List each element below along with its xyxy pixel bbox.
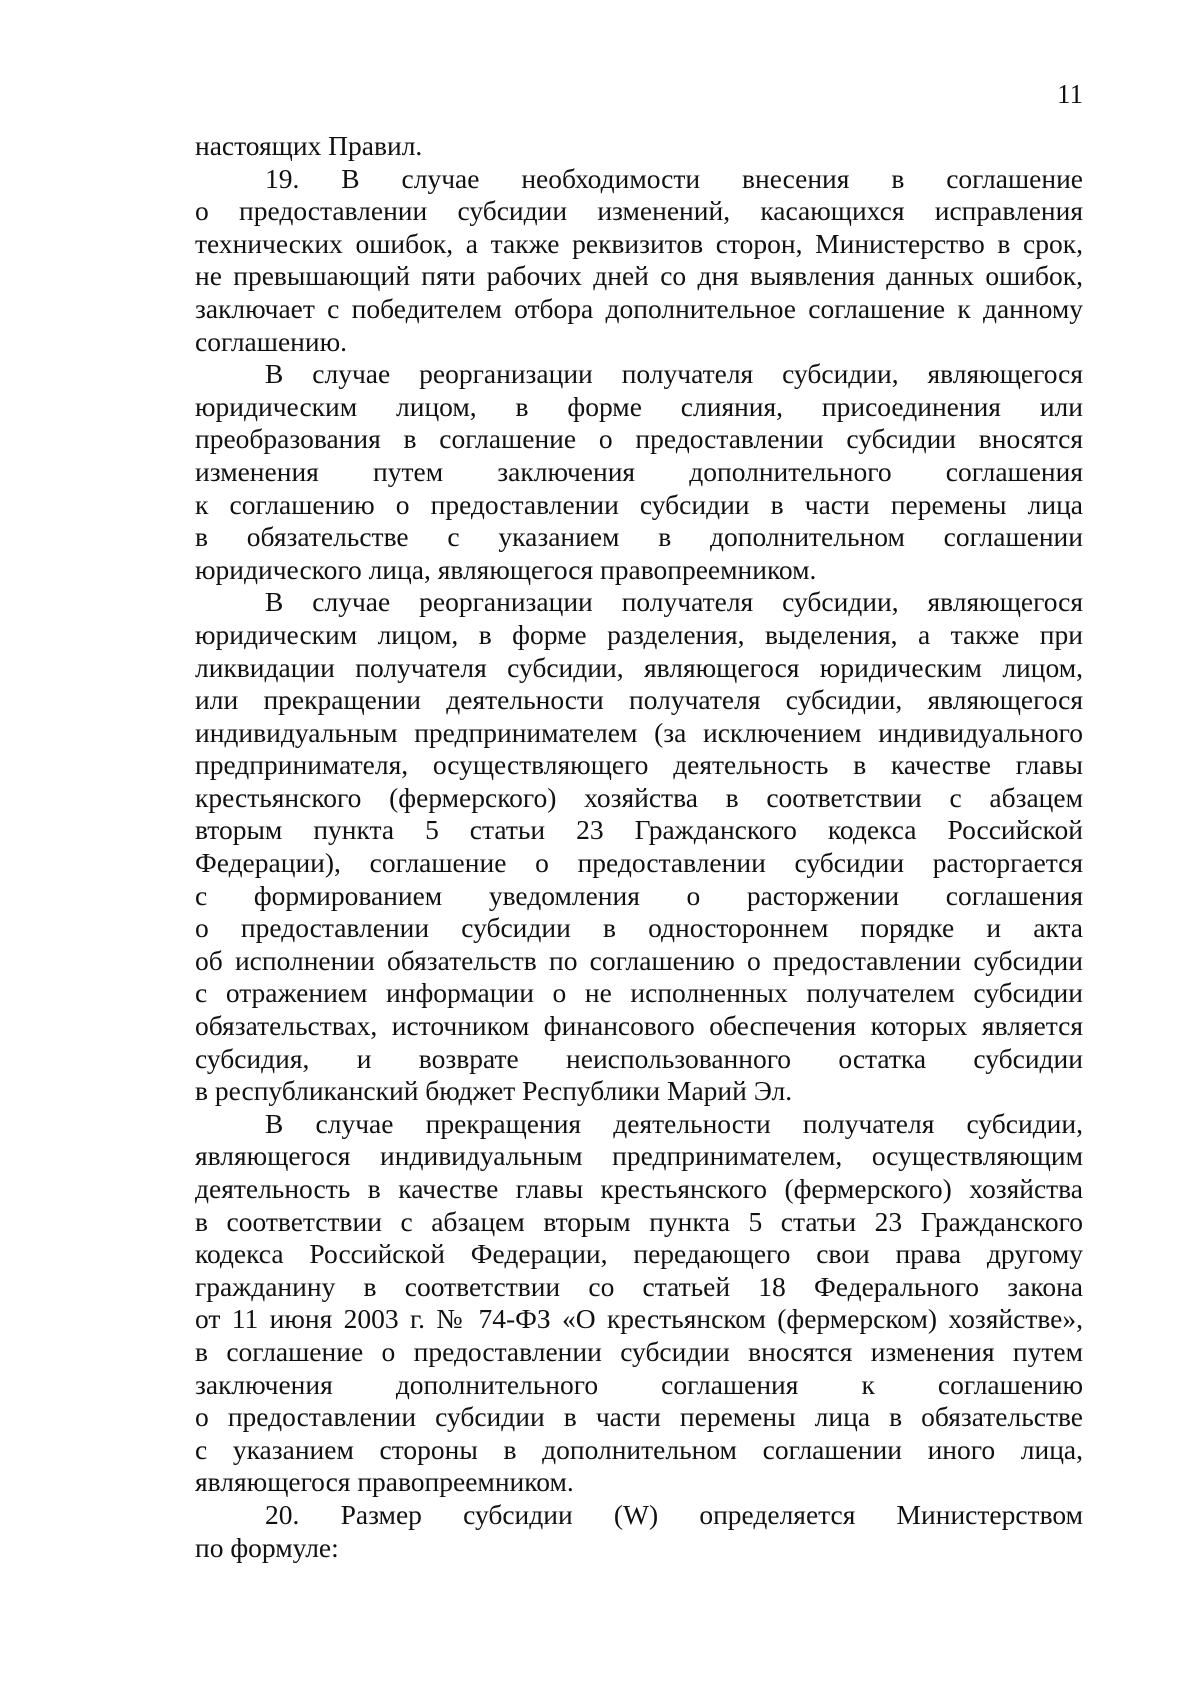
text-line: 19. В случае необходимости внесения в соглашение bbox=[265, 162, 1083, 194]
text-line: являющегося индивидуальным предпринимателем, осуществляющим bbox=[195, 1140, 1083, 1172]
text-line: соглашению. bbox=[195, 325, 348, 357]
text-line: изменения путем заключения дополнительного соглашения bbox=[195, 455, 1083, 487]
text-line: являющегося правопреемником. bbox=[195, 1466, 574, 1498]
text-line: заключения дополнительного соглашения к соглашению bbox=[195, 1368, 1083, 1400]
text-line: кодекса Российской Федерации, передающего свои права другому bbox=[195, 1238, 1083, 1270]
text-line: 20. Размер субсидии (W) определяется Министерством bbox=[265, 1498, 1083, 1530]
text-line: в республиканский бюджет Республики Марий Эл. bbox=[195, 1075, 793, 1107]
document-body bbox=[195, 130, 1083, 1564]
text-line: в соглашение о предоставлении субсидии вносятся изменения путем bbox=[195, 1335, 1083, 1367]
text-line: предпринимателя, осуществляющего деятельность в качестве главы bbox=[195, 749, 1083, 781]
paragraph bbox=[195, 163, 1083, 359]
text-line: В случае реорганизации получателя субсидии, являющегося bbox=[265, 358, 1083, 390]
text-line: с отражением информации о не исполненных получателем субсидии bbox=[195, 977, 1083, 1009]
text-line: от 11 июня 2003 г. № 74-ФЗ «О крестьянском (фермерском) хозяйстве», bbox=[195, 1303, 1083, 1335]
text-line: гражданину в соответствии со статьей 18 Федерального закона bbox=[195, 1270, 1083, 1302]
text-line: преобразования в соглашение о предоставлении субсидии вносятся bbox=[195, 423, 1083, 455]
text-line: или прекращении деятельности получателя субсидии, являющегося bbox=[195, 684, 1083, 716]
text-line: с указанием стороны в дополнительном соглашении иного лица, bbox=[195, 1433, 1083, 1465]
text-line: об исполнении обязательств по соглашению о предоставлении субсидии bbox=[195, 944, 1083, 976]
text-line: не превышающий пяти рабочих дней со дня выявления данных ошибок, bbox=[195, 260, 1083, 292]
text-line: технических ошибок, а также реквизитов сторон, Министерство в срок, bbox=[195, 227, 1083, 259]
text-line: юридическим лицом, в форме разделения, выделения, а также при bbox=[195, 618, 1083, 650]
paragraph bbox=[195, 358, 1083, 586]
text-line: в обязательстве с указанием в дополнительном соглашении bbox=[195, 521, 1083, 553]
text-line: к соглашению о предоставлении субсидии в части перемены лица bbox=[195, 488, 1083, 520]
text-line: ликвидации получателя субсидии, являющегося юридическим лицом, bbox=[195, 651, 1083, 683]
text-line: юридического лица, являющегося правопреемником. bbox=[195, 553, 817, 585]
text-line: обязательствах, источником финансового обеспечения которых является bbox=[195, 1010, 1083, 1042]
page-number: 11 bbox=[1057, 79, 1083, 109]
text-line: крестьянского (фермерского) хозяйства в соответствии с абзацем bbox=[195, 781, 1083, 813]
text-line: юридическим лицом, в форме слияния, присоединения или bbox=[195, 390, 1083, 422]
paragraph bbox=[195, 1108, 1083, 1499]
text-line: о предоставлении субсидии в части перемены лица в обязательстве bbox=[195, 1401, 1083, 1433]
paragraph bbox=[195, 1499, 1083, 1564]
text-line: Федерации), соглашение о предоставлении субсидии расторгается bbox=[195, 847, 1083, 879]
text-line: В случае прекращения деятельности получателя субсидии, bbox=[265, 1107, 1083, 1139]
text-line: деятельность в качестве главы крестьянского (фермерского) хозяйства bbox=[195, 1173, 1083, 1204]
text-line: по формуле: bbox=[195, 1531, 339, 1563]
text-line: о предоставлении субсидии в одностороннем порядке и акта bbox=[195, 912, 1083, 944]
text-line: о предоставлении субсидии изменений, касающихся исправления bbox=[195, 195, 1083, 227]
text-line: субсидия, и возврате неиспользованного остатка субсидии bbox=[195, 1042, 1083, 1074]
text-line: индивидуальным предпринимателем (за исключением индивидуального bbox=[195, 716, 1083, 748]
paragraph bbox=[195, 130, 1083, 163]
text-line: в соответствии с абзацем вторым пункта 5 статьи 23 Гражданского bbox=[195, 1205, 1083, 1237]
text-line: В случае реорганизации получателя субсидии, являющегося bbox=[265, 586, 1083, 618]
text-line: заключает с победителем отбора дополнительное соглашение к данному bbox=[195, 292, 1083, 324]
text-line: настоящих Правил. bbox=[195, 130, 423, 161]
text-line: вторым пункта 5 статьи 23 Гражданского кодекса Российской bbox=[195, 814, 1083, 846]
text-line: с формированием уведомления о расторжении соглашения bbox=[195, 879, 1083, 911]
paragraph bbox=[195, 586, 1083, 1108]
